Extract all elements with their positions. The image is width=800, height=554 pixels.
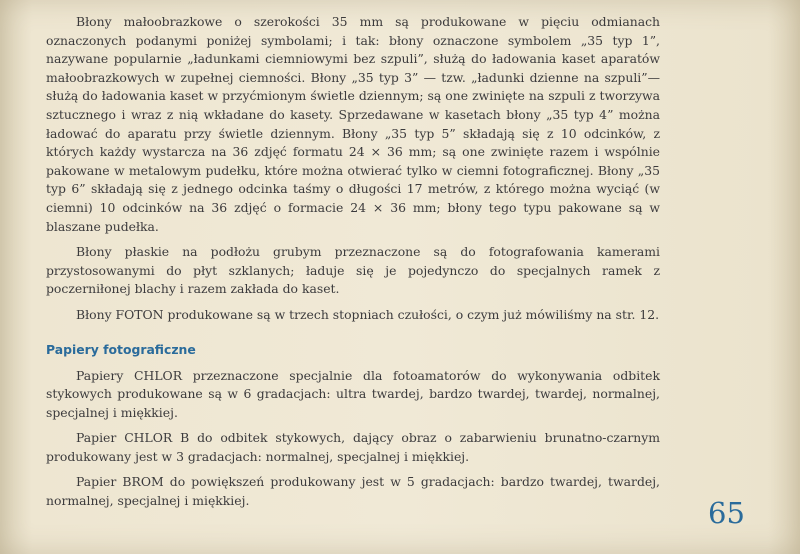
paragraph-foton-films: Błony FOTON produkowane są w trzech stopniach czułości, o czym już mówiliśmy na str. 12. <box>76 306 660 322</box>
paragraph-small-format-films: Błony małoobrazkowe o szerokości 35 mm są produkowane w pięciu odmianach oznaczonych podanymi poniżej symbolami; i tak: błony oznaczone symbolem „35 typ 1”, nazywane popularnie „ładunkami ciemniowymi bez szpuli”, służą do ładowania kaset aparatów małoobrazkowych w zupełnej ciemności. Błony „35 typ 3” — tzw. „ładunki dzienne na szpuli”— służą do ładowania kaset w przyćmionym świetle dziennym; są one zwinięte na szpuli z tworzywa sztucznego i wraz z nią wkładane do kasety. Sprzedawane w kasetach błony „35 typ 4” można ładować do aparatu przy świetle dziennym. Błony „35 typ 5” składają się z 10 odcinków, z których każdy wystarcza na 36 zdjęć formatu 24 × 36 mm; są one zwinięte razem i wspólnie pakowane w metalowym pudełku, które można otwierać tylko w ciemni fotograficznej. Błony „35 typ 6” składają się z jednego odcinka taśmy o długości 17 metrów, z którego można wyciąć (w ciemni) 10 odcinków na 36 zdjęć o formacie 24 × 36 mm; błony tego typu pakowane są w blaszane pudełka. <box>46 14 660 234</box>
paragraph-brom-paper: Papier BROM do powiększeń produkowany jest w 5 gradacjach: bardzo twardej, twardej, normalnej, specjalnej i miękkiej. <box>46 474 660 509</box>
paragraph-chlor-paper: Papiery CHLOR przeznaczone specjalnie dla fotoamatorów do wykonywania odbitek stykowych produkowane są w 6 gradacjach: ultra twardej, bardzo twardej, twardej, normalnej, specjalnej i miękkiej. <box>46 367 660 420</box>
paragraph-chlor-b-paper: Papier CHLOR B do odbitek stykowych, dający obraz o zabarwieniu brunatno-czarnym produkowany jest w 3 gradacjach: normalnej, specjalnej i miękkiej. <box>46 430 660 464</box>
page-body-text <box>46 13 660 518</box>
paragraph-sheet-films: Błony płaskie na podłożu grubym przeznaczone są do fotografowania kamerami przystosowanymi do płyt szklanych; ładuje się je pojedynczo do specjalnych ramek z poczerniłonej blachy i razem zakłada do kaset. <box>46 244 660 297</box>
page-number: 65 <box>708 496 745 530</box>
section-heading-photographic-papers: Papiery fotograficzne <box>46 341 196 357</box>
